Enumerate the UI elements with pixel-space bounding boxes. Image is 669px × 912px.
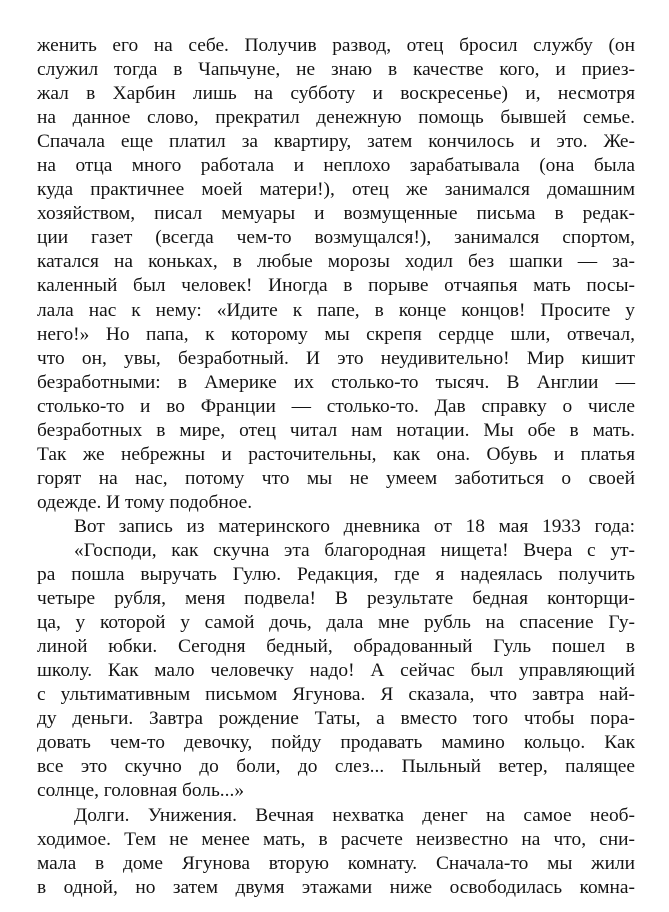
text-line: безработных в мире, отец читал нам нотации. Мы обе в мать. [37,419,635,441]
text-line: все это скучно до боли, до слез... Пыльный ветер, палящее [37,756,635,778]
text-line: Спачала еще платил за квартиру, затем кончилось и это. Же- [37,131,635,153]
text-line: что он, увы, безработный. И это неудивительно! Мир кишит [37,347,635,369]
text-line: на данное слово, прекратил денежную помощь бывшей семье. [37,107,635,129]
text-line: четыре рубля, меня подвела! В результате бедная конторщи- [37,588,635,610]
text-line: солнце, головная боль...» [37,780,245,802]
text-line: мала в доме Ягунова вторую комнату. Сначала-то мы жили [37,852,635,874]
text-line: Долги. Унижения. Вечная нехватка денег на самое необ- [74,804,635,826]
text-line: ца, у которой у самой дочь, дала мне рубль на спасение Гу- [37,612,635,634]
text-line: линой юбки. Сегодня бедный, обрадованный Гуль пошел в [37,636,635,658]
text-line: довать чем-то девочку, пойду продавать мамино кольцо. Как [37,732,635,754]
text-line: Вот запись из материнского дневника от 18 мая 1933 года: [74,515,635,537]
text-line: куда практичнее моей матери!), отец же занимался домашним [37,179,635,201]
document-page [37,34,635,900]
text-line: хозяйством, писал мемуары и возмущенные письма в редак- [37,203,635,225]
text-line: ра пошла выручать Гулю. Редакция, где я надеялась получить [37,564,635,586]
text-line: с ультимативным письмом Ягунова. Я сказала, что завтра най- [37,684,635,706]
text-line: Так же небрежны и расточительны, как она. Обувь и платья [37,443,635,465]
text-line: столько-то и во Франции — столько-то. Дав справку о числе [37,395,635,417]
text-line: лала нас к нему: «Идите к папе, в конце концов! Просите у [37,299,635,321]
text-line: безработными: в Америке их столько-то тысяч. В Англии — [37,371,635,393]
text-line: женить его на себе. Получив развод, отец бросил службу (он [37,35,635,56]
text-line: катался на коньках, в любые морозы ходил без шапки — за- [37,251,635,273]
text-line: каленный был человек! Иногда в порыве отчаяпья мать посы- [37,275,635,297]
text-line: ции газет (всегда чем-то возмущался!), занимался спортом, [37,227,635,249]
text-line: горят на нас, потому что мы не умеем заботиться о своей [37,467,635,489]
text-line: «Господи, как скучна эта благородная нищета! Вчера с ут- [74,539,635,561]
text-line: одежде. И тому подобное. [37,491,253,513]
text-line: ду деньги. Завтра рождение Таты, а вместо того чтобы пора- [37,708,635,730]
text-line: ходимое. Тем не менее мать, в расчете неизвестно на что, сни- [37,828,635,850]
text-line: в одной, но затем двумя этажами ниже освободилась комна- [37,876,635,898]
text-line: него!» Но папа, к которому мы скрепя сердце шли, отвечал, [37,323,635,345]
text-line: служил тогда в Чапьчуне, не знаю в качестве кого, и приез- [37,59,635,81]
text-line: на отца много работала и неплохо зарабатывала (она была [37,155,635,177]
text-line: жал в Харбин лишь на субботу и воскресенье) и, несмотря [37,83,635,105]
text-line: школу. Как мало человечку надо! А сейчас был управляющий [37,660,635,682]
